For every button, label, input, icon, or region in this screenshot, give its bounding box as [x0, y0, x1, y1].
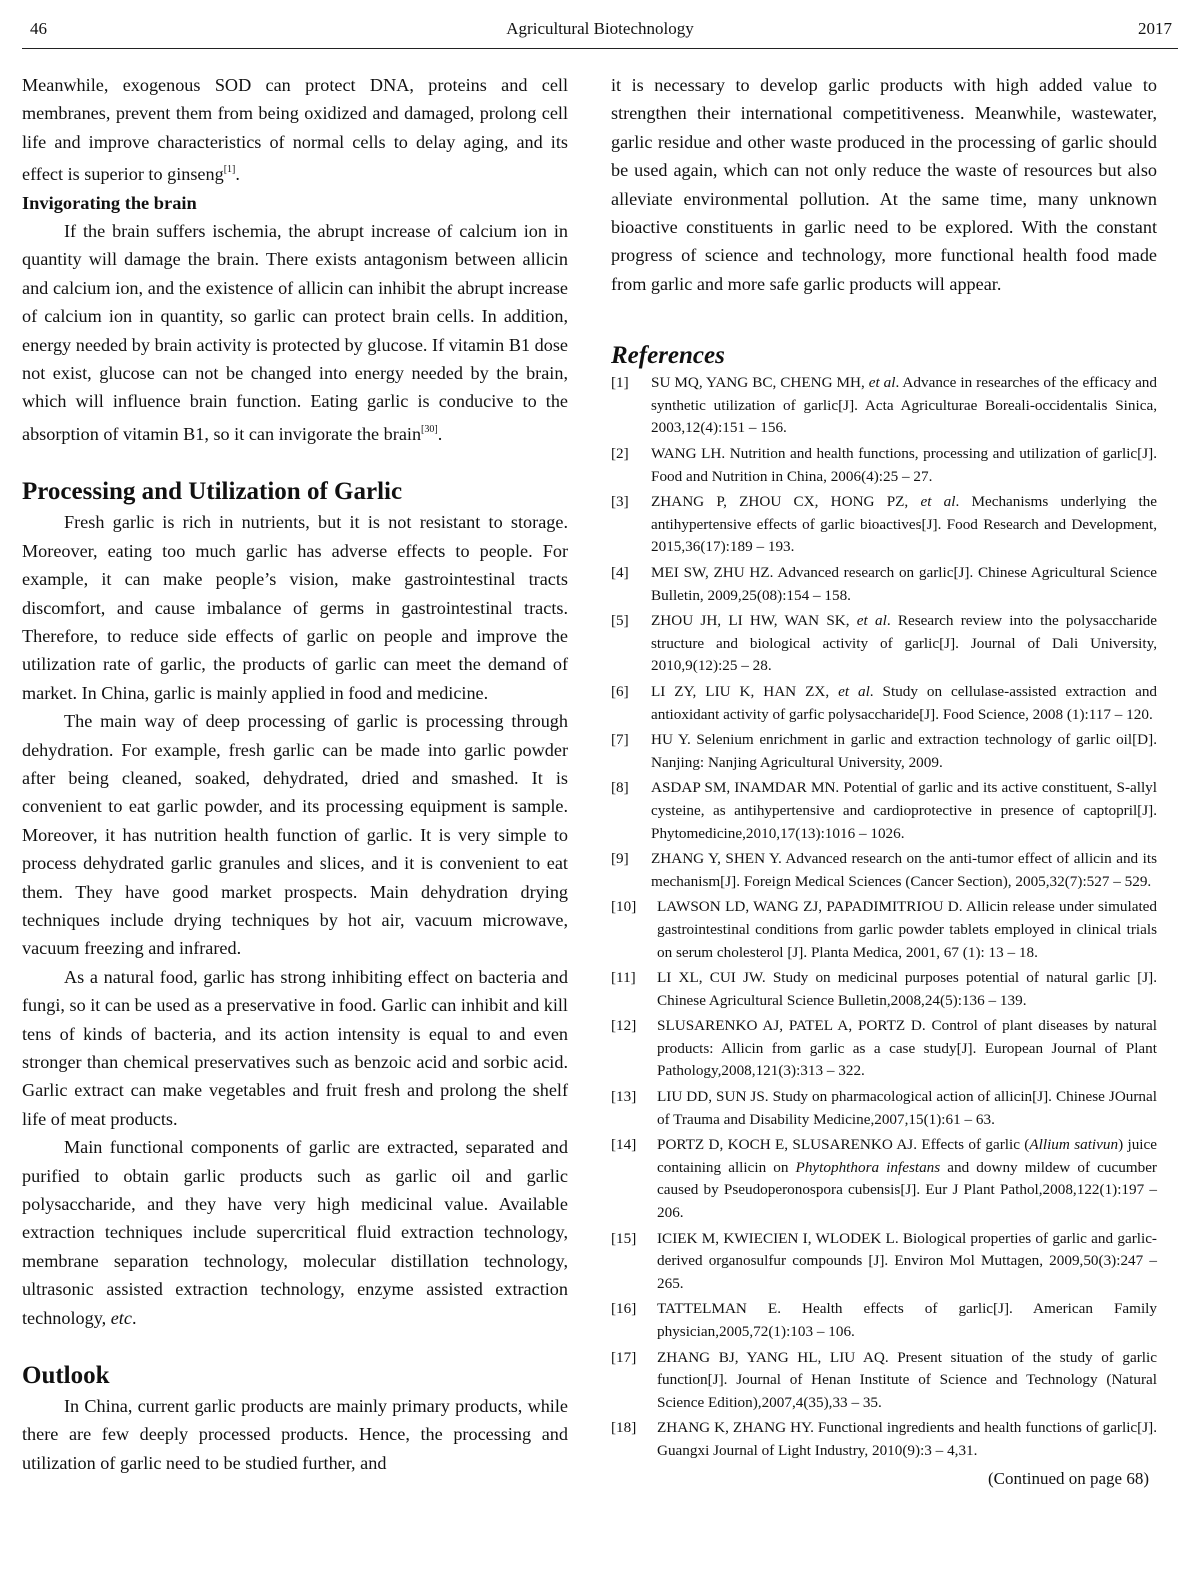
- reference-number: [6]: [611, 682, 629, 700]
- paragraph-text: Main functional components of garlic are extracted, separated and purified to obtain garlic products such as garlic oil and garlic polysaccharide, and they have very high medicinal value. Available extraction techniques include supercritical fluid extraction technology, membrane separation technology, molecular distillation technology, ultrasonic assisted extraction technology, enzyme assisted extraction technology,: [22, 1137, 568, 1328]
- reference-text: LI ZY, LIU K, HAN ZX,: [651, 682, 839, 700]
- reference-item: [611, 1015, 1157, 1083]
- reference-number: [15]: [611, 1229, 637, 1247]
- reference-italic: et al: [856, 612, 887, 630]
- reference-number: [3]: [611, 493, 629, 511]
- reference-item: [611, 1134, 1157, 1224]
- reference-item: [611, 729, 1157, 774]
- reference-number: [17]: [611, 1348, 637, 1366]
- reference-italic: Phytophthora infestans: [795, 1158, 941, 1176]
- reference-item: [611, 1086, 1157, 1131]
- reference-text: MEI SW, ZHU HZ. Advanced research on garlic[J]. Chinese Agricultural Science Bulletin, 2009,25(08):154 – 158.: [651, 564, 1157, 604]
- reference-text: ZHANG P, ZHOU CX, HONG PZ,: [651, 493, 921, 511]
- reference-text: ZHANG Y, SHEN Y. Advanced research on the anti-tumor effect of allicin and its mechanism[J]. Foreign Medical Sciences (Cancer Section), 2005,32(7):527 – 529.: [651, 850, 1157, 890]
- paragraph-processing-4: [22, 1133, 568, 1332]
- paragraph-processing-1: Fresh garlic is rich in nutrients, but it is not resistant to storage. Moreover, eating too much garlic has adverse effects to people. For example, it can make people’s vision, make gastrointestinal tracts discomfort, and cause imbalance of germs in gastrointestinal tracts. Therefore, to reduce side effects of garlic on people and improve the utilization rate of garlic, the products of garlic can meet the demand of market. In China, garlic is mainly applied in food and medicine.: [22, 512, 568, 703]
- journal-title: Agricultural Biotechnology: [506, 19, 694, 38]
- reference-text: LAWSON LD, WANG ZJ, PAPADIMITRIOU D. Allicin release under simulated gastrointestinal conditions from garlic powder tablets employed in clinical trials on serum cholesterol [J]. Planta Medica, 2001, 67 (1): 13 – 18.: [657, 898, 1157, 961]
- reference-text: SLUSARENKO AJ, PATEL A, PORTZ D. Control of plant diseases by natural products: Allicin from garlic as a case study[J]. European Journal of Plant Pathology,2008,121(3):313 – 322.: [657, 1017, 1157, 1080]
- paragraph-end: .: [131, 1307, 137, 1328]
- reference-number: [16]: [611, 1300, 637, 1318]
- reference-text: ICIEK M, KWIECIEN I, WLODEK L. Biological properties of garlic and garlic-derived organosulfur compounds [J]. Environ Mol Muttagen, 2009,50(3):247 – 265.: [657, 1229, 1157, 1292]
- reference-text: ZHANG BJ, YANG HL, LIU AQ. Present situation of the study of garlic function[J]. Journal of Henan Institute of Science and Technology (Natural Science Edition),2007,4(35),33 – 35.: [657, 1348, 1157, 1411]
- reference-text: LI XL, CUI JW. Study on medicinal purposes potential of natural garlic [J]. Chinese Agricultural Science Bulletin,2008,24(5):136 – 139.: [657, 969, 1157, 1009]
- reference-item: [611, 443, 1157, 488]
- reference-text: . Study on cellulase-assisted extraction and antioxidant activity of garfic polysaccharide[J]. Food Science, 2008 (1):117 – 120.: [651, 682, 1158, 723]
- reference-number: [18]: [611, 1419, 637, 1437]
- reference-item: [611, 1347, 1157, 1415]
- reference-item: [611, 372, 1157, 440]
- citation-marker: [30]: [421, 423, 438, 435]
- reference-number: [10]: [611, 898, 637, 916]
- reference-item: [611, 896, 1157, 964]
- paragraph-intro: Meanwhile, exogenous SOD can protect DNA, proteins and cell membranes, prevent them from being oxidized and damaged, prolong cell life and improve characteristics of normal cells to delay aging, and its effect is superior to ginseng[1].: [22, 75, 568, 185]
- reference-item: [611, 1417, 1157, 1462]
- paragraph-brain: If the brain suffers ischemia, the abrupt increase of calcium ion in quantity will damage the brain. There exists antagonism between allicin and calcium ion, and the existence of allicin can inhibit the abrupt increase of calcium ion in quantity, so garlic can protect brain cells. In addition, energy needed by brain activity is protected by glucose. If vitamin B1 dose not exist, glucose can not be changed into energy needed by the brain, which will influence brain function. Eating garlic is conducive to the absorption of vitamin B1, so it can invigorate the brain[30].: [22, 221, 568, 444]
- reference-number: [13]: [611, 1088, 637, 1106]
- reference-text: HU Y. Selenium enrichment in garlic and extraction technology of garlic oil[D]. Nanjing: Nanjing Agricultural University, 2009.: [651, 731, 1157, 771]
- reference-item: [611, 610, 1157, 678]
- reference-item: [611, 1228, 1157, 1296]
- reference-text: ASDAP SM, INAMDAR MN. Potential of garlic and its active constituent, S-allyl cysteine, as antihypertensive and cardioprotective in presence of captopril[J]. Phytomedicine,2010,17(13):1016 – 1026.: [651, 779, 1157, 842]
- reference-text: . Mechanisms underlying the antihypertensive effects of garlic bioactives[J]. Food Research and Development, 2015,36(17):189 – 193.: [651, 493, 1158, 556]
- reference-text: ZHOU JH, LI HW, WAN SK,: [651, 612, 857, 630]
- references-heading: References: [611, 342, 725, 370]
- reference-italic: Allium sativun: [1029, 1136, 1119, 1154]
- reference-item: [611, 562, 1157, 607]
- section-heading-processing: Processing and Utilization of Garlic: [22, 478, 403, 506]
- running-header: [22, 14, 1178, 49]
- reference-text: ) juice containing allicin on: [657, 1136, 1158, 1176]
- paragraph-processing-3: As a natural food, garlic has strong inhibiting effect on bacteria and fungi, so it can be used as a preservative in food. Garlic can inhibit and kill tens of kinds of bacteria, and its action intensity is equal to and even stronger than chemical preservatives such as benzoic acid and sorbic acid. Garlic extract can make vegetables and fruit fresh and prolong the shelf life of meat products.: [22, 966, 568, 1129]
- reference-text: . Advance in researches of the efficacy and synthetic utilization of garlic[J]. Acta Agriculturae Boreali-occidentalis Sinica, 2003,12(4):151 – 156.: [651, 374, 1157, 437]
- reference-italic: et al: [868, 374, 896, 392]
- reference-text: . Research review into the polysaccharide structure and biological activity of garlic[J]. Journal of Dali University, 2010,9(12):25 – 28.: [651, 612, 1157, 675]
- reference-number: [9]: [611, 850, 629, 868]
- reference-text: ZHANG K, ZHANG HY. Functional ingredients and health functions of garlic[J]. Guangxi Journal of Light Industry, 2010(9):3 – 4,31.: [657, 1419, 1157, 1459]
- italic-etc: etc: [110, 1307, 132, 1328]
- paragraph-outlook-continued: it is necessary to develop garlic products with high added value to strengthen their international competitiveness. Meanwhile, wastewater, garlic residue and other waste produced in the processing of garlic should be used again, which can not only reduce the waste of resources but also alleviate environmental pollution. At the same time, many unknown bioactive constituents in garlic need to be explored. With the constant progress of science and technology, more functional health food made from garlic and more safe garlic products will appear.: [611, 75, 1157, 294]
- reference-item: [611, 681, 1157, 726]
- left-column: [22, 71, 568, 1477]
- reference-italic: et al: [838, 682, 870, 700]
- reference-number: [12]: [611, 1017, 637, 1035]
- reference-item: [611, 1298, 1157, 1343]
- paragraph-outlook: In China, current garlic products are mainly primary products, while there are few deeply processed products. Hence, the processing and utilization of garlic need to be studied further, and: [22, 1396, 568, 1473]
- paragraph-text: If the brain suffers ischemia, the abrupt increase of calcium ion in quantity will damage the brain. There exists antagonism between allicin and calcium ion, and the existence of allicin can inhibit the abrupt increase of calcium ion in quantity, so garlic can protect brain cells. In addition, energy needed by brain activity is protected by glucose. If vitamin B1 dose not exist, glucose can not be changed into energy needed by the brain, which will influence brain function. Eating garlic is conducive to the absorption of vitamin B1, so it can invigorate the brain: [22, 221, 568, 444]
- subsection-heading-brain: Invigorating the brain: [22, 192, 197, 213]
- reference-item: [611, 967, 1157, 1012]
- reference-number: [14]: [611, 1136, 637, 1154]
- reference-number: [7]: [611, 731, 629, 749]
- reference-text: SU MQ, YANG BC, CHENG MH,: [651, 374, 869, 392]
- reference-text: and downy mildew of cucumber caused by Pseudoperonospora cubensis[J]. Eur J Plant Pathol,2008,122(1):197 – 206.: [657, 1158, 1157, 1222]
- continued-note: (Continued on page 68): [988, 1468, 1149, 1488]
- reference-italic: et al: [920, 493, 956, 511]
- reference-number: [8]: [611, 779, 629, 797]
- paragraph-processing-2: The main way of deep processing of garlic is processing through dehydration. For example, fresh garlic can be made into garlic powder after being cleaned, soaked, dehydrated, dried and smashed. It is convenient to eat garlic powder, and its processing equipment is sample. Moreover, it has nutrition health function of garlic. It is very simple to process dehydrated garlic granules and slices, and it is convenient to eat them. They have good market prospects. Main dehydration drying techniques include drying techniques by hot air, vacuum microwave, vacuum freezing and infrared.: [22, 711, 568, 959]
- publication-year: 2017: [1138, 19, 1172, 38]
- reference-number: [2]: [611, 445, 629, 463]
- right-column: [611, 71, 1157, 1492]
- reference-text: PORTZ D, KOCH E, SLUSARENKO AJ. Effects of garlic (: [657, 1136, 1030, 1154]
- paragraph-text: Meanwhile, exogenous SOD can protect DNA, proteins and cell membranes, prevent them from being oxidized and damaged, prolong cell life and improve characteristics of normal cells to delay aging, and its effect is superior to ginseng: [22, 75, 568, 185]
- citation-marker: [1]: [223, 164, 236, 176]
- reference-text: TATTELMAN E. Health effects of garlic[J]. American Family physician,2005,72(1):103 – 106.: [657, 1300, 1157, 1340]
- reference-number: [11]: [611, 969, 636, 987]
- reference-number: [4]: [611, 564, 629, 581]
- reference-number: [5]: [611, 612, 629, 630]
- section-heading-outlook: Outlook: [22, 1362, 110, 1390]
- reference-text: LIU DD, SUN JS. Study on pharmacological action of allicin[J]. Chinese JOurnal of Trauma and Disability Medicine,2007,15(1):61 – 63.: [657, 1088, 1157, 1128]
- reference-item: [611, 777, 1157, 845]
- reference-text: WANG LH. Nutrition and health functions, processing and utilization of garlic[J]. Food and Nutrition in China, 2006(4):25 – 27.: [651, 445, 1157, 485]
- reference-item: [611, 848, 1157, 893]
- reference-list: [611, 372, 1157, 1462]
- reference-number: [1]: [611, 374, 629, 392]
- page-number: 46: [30, 19, 47, 38]
- reference-item: [611, 491, 1157, 559]
